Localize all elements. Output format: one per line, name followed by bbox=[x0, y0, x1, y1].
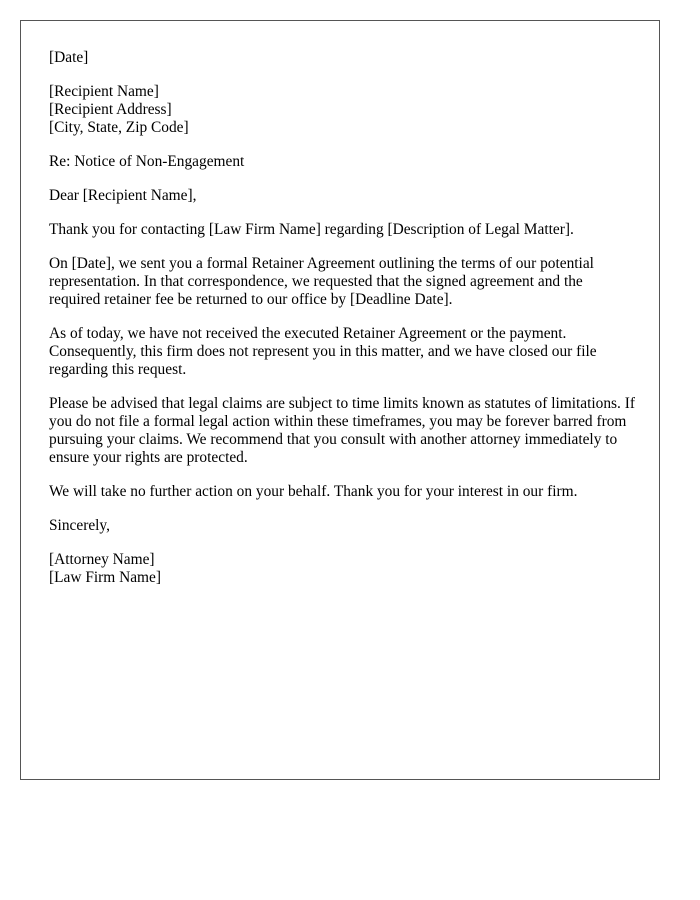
closing-block bbox=[49, 517, 635, 535]
firm-name: [Law Firm Name] bbox=[49, 569, 161, 586]
attorney-name: [Attorney Name] bbox=[49, 551, 155, 568]
paragraph-retainer-sent: On [Date], we sent you a formal Retainer Agreement outlining the terms of our potential representation. In that correspondence, we requested that the signed agreement and the required retainer fee be returned to our office by [Deadline Date]. bbox=[49, 255, 594, 308]
salutation: Dear [Recipient Name], bbox=[49, 187, 197, 204]
subject-line: Re: Notice of Non-Engagement bbox=[49, 153, 245, 170]
letter-date-block bbox=[49, 49, 635, 67]
letter-page bbox=[20, 20, 660, 780]
paragraph-not-received: As of today, we have not received the executed Retainer Agreement or the payment. Consequently, this firm does not represent you in this matter, and we have closed our file regarding this request. bbox=[49, 325, 597, 378]
recipient-address: [Recipient Address] bbox=[49, 101, 172, 118]
paragraph-no-further-action: We will take no further action on your behalf. Thank you for your interest in our firm. bbox=[49, 483, 578, 500]
recipient-city-state-zip: [City, State, Zip Code] bbox=[49, 119, 189, 136]
signature-block bbox=[49, 551, 635, 587]
salutation-block bbox=[49, 187, 635, 205]
recipient-address-block bbox=[49, 83, 635, 137]
subject-line-block bbox=[49, 153, 635, 171]
closing: Sincerely, bbox=[49, 517, 110, 534]
letter-date: [Date] bbox=[49, 49, 89, 66]
paragraph-statute-warning: Please be advised that legal claims are subject to time limits known as statutes of limitations. If you do not file a formal legal action within these timeframes, you may be forever barred from pursuing your claims. We recommend that you consult with another attorney immediately to ensure your rights are protected. bbox=[49, 395, 635, 466]
paragraph-thanks: Thank you for contacting [Law Firm Name] regarding [Description of Legal Matter]. bbox=[49, 221, 574, 238]
recipient-name: [Recipient Name] bbox=[49, 83, 159, 100]
letter-body bbox=[49, 49, 635, 603]
